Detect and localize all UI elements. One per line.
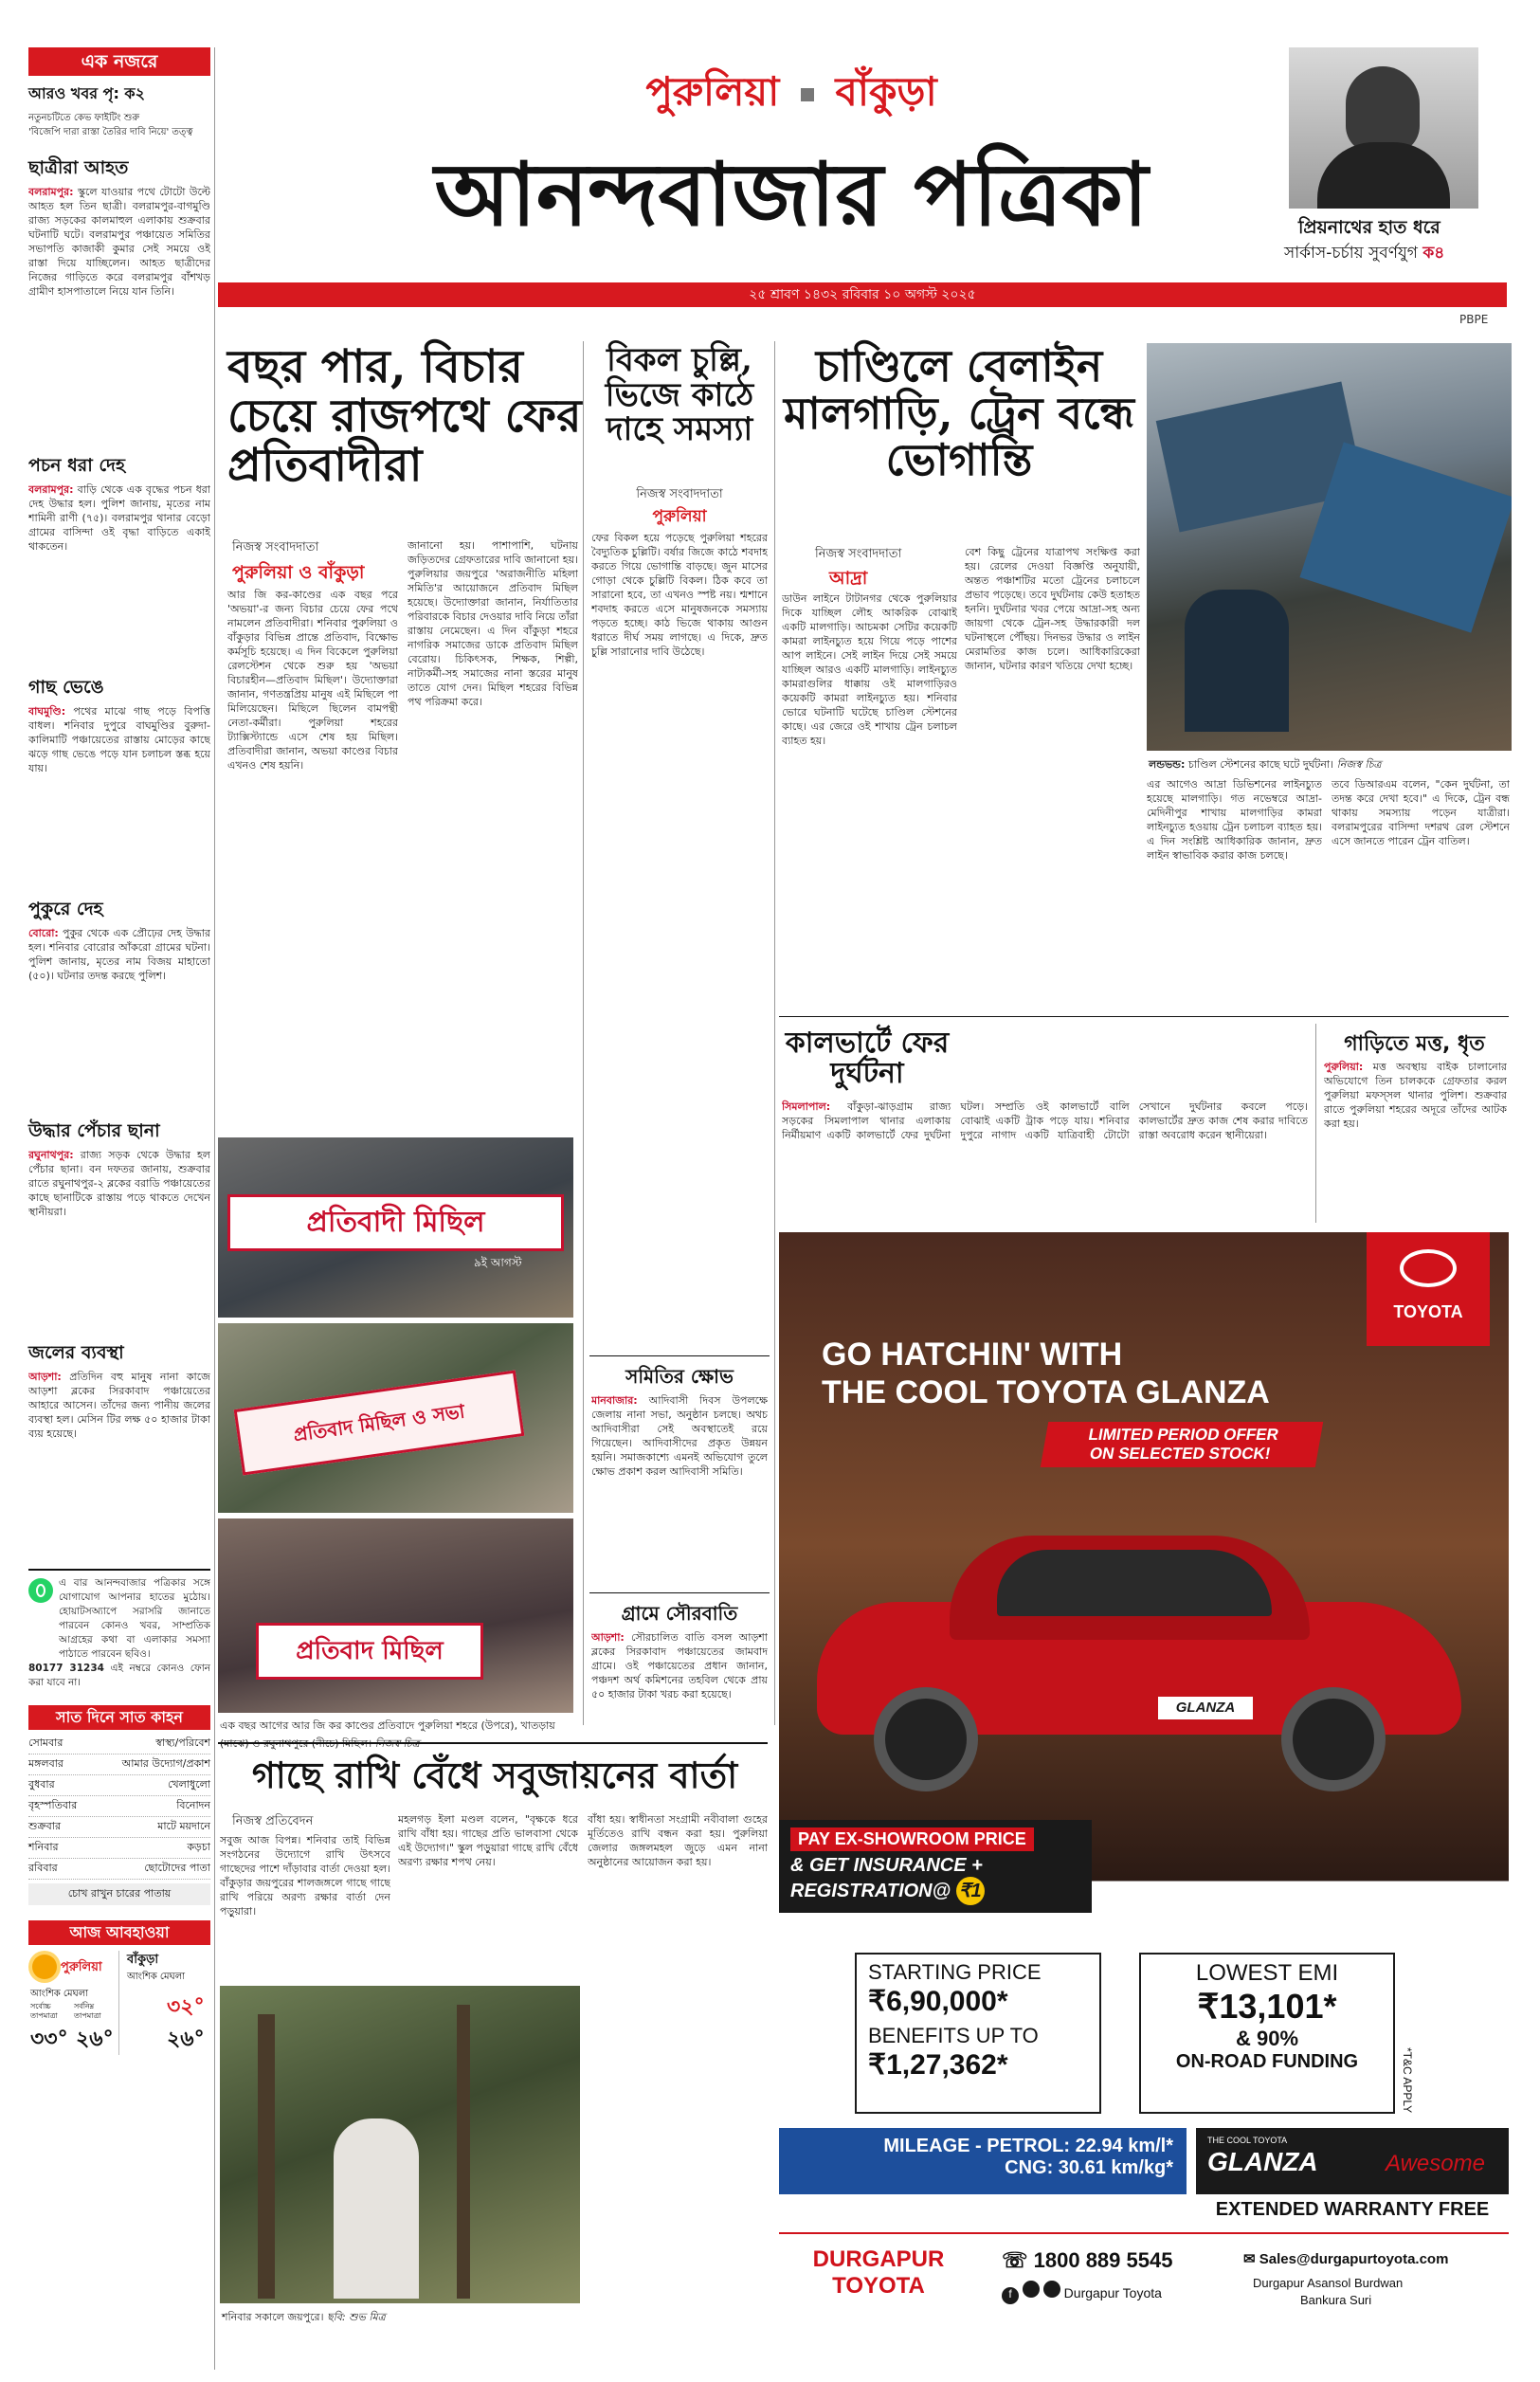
week-topic: বিনোদন [176, 1799, 210, 1811]
protest-photo-top[interactable] [218, 1137, 573, 1318]
story3-place: আদ্রা [829, 568, 868, 589]
sidebar-item-head: পুকুরে দেহ [28, 899, 103, 919]
edition-label [569, 61, 1014, 128]
protest-banner: প্রতিবাদ মিছিল [256, 1623, 483, 1680]
sidebar-more[interactable]: আরও খবর পৃ: ক২ [28, 84, 146, 102]
week-day: রবিবার [28, 1862, 58, 1874]
story3-col1: ডাউন লাইনে টাটানগর থেকে পুরুলিয়ার দিকে যাচ্ছিল লৌহ আকরিক বোঝাই একটি মালগাড়ি। আচমকা সেটির কয়েকটি কামরা লাইনচ্যুত হয়ে গিয়ে পড়ে পাশের আপ লাইনে। সেই লাইন দিয়ে সেই সময়ে যাচ্ছিল আরও একটি মালগাড়ি। লাইনচ্যুত কামরাগুলির ধাক্কায় ওই মালগাড়িরও কয়েকটি কামরা লাইনচ্যুত হয়। শনিবার ভোরে ঘটনাটি ঘটেছে চাণ্ডিল স্টেশনের কাছে। এর জেরে ওই শাখায় ট্রেন চলাচল ব্যাহত হয়। [782, 592, 957, 747]
ad-social[interactable] [1002, 2281, 1162, 2304]
sidebar-item-text: বাড়ি থেকে এক বৃদ্ধের পচন ধরা দেহ উদ্ধার হল। পুলিশ জানায়, মৃতের নাম শামিনী রাণী (৭৫)। বলরামপুর থানার বেড়ো গ্রামের বাসিন্দা ওই বৃদ্ধা বাড়িতে একাই থাকতেন। [28, 483, 210, 553]
toyota-brand: TOYOTA [1393, 1302, 1463, 1321]
story5-place: পুরুলিয়া: [1324, 1061, 1364, 1073]
derailment-caption-place: লন্ডভন্ড: [1149, 758, 1186, 771]
sidebar-item-place: বোরো: [28, 927, 59, 939]
week-title: সাত দিনে সাত কাহন [28, 1705, 210, 1730]
story2-sub-body: আদিবাসী দিবস উপলক্ষে জেলায় নানা সভা, অনুষ্ঠান চলছে। অথচ আদিবাসীরা সেই অবস্থাতেই রয়ে গিয়েছেন। আদিবাসীদের প্রকৃত উন্নয়ন হয়নি। সমাজকাশ্যে এমনই অভিযোগ তুলে ক্ষোভ প্রকাশ করল আদিবাসী সমিতি। [591, 1394, 768, 1478]
ad-benefit-value: ₹1,27,362* [868, 2049, 1008, 2081]
sidebar-item-head: পচন ধরা দেহ [28, 455, 126, 476]
ad-offer-1: LIMITED PERIOD OFFER [1087, 1426, 1280, 1444]
story2-sub2-body: সৌরচালিত বাতি বসল আড়শা ব্লকের সিরকাবাদ পঞ্চায়েতের জামবাদ গ্রামে। ওই পঞ্চায়েতের প্রধান জানান, পঞ্চদশ অর্থ কমিশনের তহবিল থেকে প্রায় ৫০ হাজার টাকা খরচ করা হয়েছে। [591, 1631, 768, 1700]
edition-purulia: পুরুলিয়া [645, 68, 780, 115]
whatsapp-text: এ বার আনন্দবাজার পত্রিকার সঙ্গে যোগাযোগ আপনার হাতের মুঠোয়। হোয়াটসঅ্যাপে সরাসরি জানাতে পারবেন কোনও খবর, সাম্প্রতিক আগ্রহের কথা বা এলাকার সমস্যা পাঠাতে পারবেন ছবিও। [59, 1577, 210, 1660]
min-label: সর্বনিম্ন তাপমাত্রা [74, 2002, 101, 2020]
sidebar-item-text: রাজ্য সড়ক থেকে উদ্ধার হল পেঁচার ছানা। বন দফতর জানায়, শুক্রবার রাতে রঘুনাথপুর-২ ব্লকের বরাডি পঞ্চায়েতের কাছে ছানাটিকে রাস্তায় পড়ে থাকতে দেখেন স্থানীয়রা। [28, 1149, 210, 1218]
protest-banner-date: ৯ই আগস্ট [474, 1256, 522, 1269]
week-day: বৃহস্পতিবার [28, 1799, 78, 1811]
week-day: মঙ্গলবার [28, 1757, 63, 1770]
weather-title: আজ আবহাওয়া [28, 1920, 210, 1945]
ad-start-value: ₹6,90,000* [868, 1986, 1008, 2017]
ad-email-address: Sales@durgapurtoyota.com [1259, 2251, 1449, 2267]
ad-emi-label: LOWEST EMI [1195, 1960, 1339, 1986]
story3-col3: এর আগেও আদ্রা ডিভিশনের লাইনচ্যুত হয়েছে মালগাড়ি। গত নভেম্বরে আদ্রা-মেদিনীপুর শাখায় মালগাড়ির কামরা লাইনচ্যুত হওয়ায় ট্রেন চলাচল ব্যাহত হয়। এ দিন সংশ্লিষ্ট আধিকারিক জানান, দ্রুত লাইন স্বাভাবিক করার কাজ চলছে। [1147, 778, 1322, 862]
story3-col4: তবে ডিআরএম বলেন, "কেন দুর্ঘটনা, তা তদন্ত করে দেখা হবে।" এ দিকে, ট্রেন বন্ধ থাকায় সমস্যায় পড়েন যাত্রীরা। বলরামপুরের বাসিন্দা দশরথ রেল স্টেশনে এসে জানতে পারেন ট্রেন বাতিল। [1332, 778, 1510, 847]
max-label: সর্বোচ্চ তাপমাত্রা [30, 2002, 58, 2020]
ad-pay-1: PAY EX-SHOWROOM PRICE [790, 1827, 1034, 1851]
phone-icon: ☏ [1002, 2248, 1028, 2272]
toyota-logo-box [1367, 1232, 1490, 1346]
wheel-icon [1281, 1687, 1386, 1791]
dateline: ২৫ শ্রাবণ ১৪৩২ রবিবার ১০ অগস্ট ২০২৫ [749, 287, 976, 302]
whatsapp-tail: এই নম্বরে কোনও ফোন করা যাবে না। [28, 1663, 210, 1688]
toyota-logo-icon [1400, 1249, 1457, 1287]
derailment-caption [1149, 756, 1513, 774]
ad-warranty: EXTENDED WARRANTY FREE [1215, 2199, 1490, 2220]
weather-max-1: ৩৩° [30, 2027, 68, 2051]
story6-text3: বাঁধা হয়। স্বাধীনতা সংগ্রামী নবীবালা গুহের মূর্তিতেও রাখি বন্ধন করা হয়। পুরুলিয়া জেলার জঙ্গলমহল জুড়ে এমন নানা অনুষ্ঠানের আয়োজন করা হয়। [588, 1813, 768, 1868]
story2-headline[interactable]: বিকল চুল্লি, ভিজে কাঠে দাহে সমস্যা [605, 341, 754, 449]
protest-banner: প্রতিবাদ মিছিল ও সভা [234, 1370, 525, 1475]
story2-text: ফের বিকল হয়ে পড়েছে পুরুলিয়া শহরের বৈদ্যুতিক চুল্লিটি। বর্ষার জিজে কাঠে শবদাহ করতে গিয়ে ভোগান্তি বাড়ছে। জুন মাসের গোড়া থেকে চুল্লিটি বিকল। ঠিক কবে তা সারানো হবে, তা এখনও স্পষ্ট নয়। শ্মশানে শবদাহ করতে এসে মানুষজনকে সমস্যায় পড়তে হচ্ছে। কাঠ ভিজে থাকায় আগুন ধরাতে দীর্ঘ সময় লাগছে। এ দিকে, দ্রুত চুল্লি সারানোর দাবি উঠেছে। [591, 532, 768, 658]
portrait-icon [1346, 66, 1420, 154]
story4-text [782, 1100, 1308, 1223]
whatsapp-number: 80177 31234 [28, 1663, 104, 1674]
whatsapp-box[interactable] [28, 1569, 210, 1690]
week-list [28, 1734, 210, 1880]
story1-col2: জানানো হয়। পাশাপাশি, ঘটনায় জড়িতদের গ্রেফতারের দাবি জানানো হয়। পুরুলিয়ার জয়পুরে 'অরাজনীতি মহিলা সমিতি'র আয়োজনে প্রতিবাদ মিছিল হয়েছে। উদ্যোক্তারা জানান, নির্যাতিতার পরিবারকে বিচার দেওয়ার দাবি নিয়ে তাঁরা রাস্তায় নেমেছেন। এ দিন বাঁকুড়া শহরে নাগরিক সমাজের ডাকে প্রতিবাদ মিছিল বেরোয়। চিকিৎসক, শিক্ষক, শিল্পী, নাট্যকর্মী-সহ সমাজের নানা স্তরের মানুষ তাতে যোগ দেন। মিছিল শহরের বিভিন্ন পথ পরিক্রমা করে। [408, 539, 578, 708]
ad-phone[interactable] [1002, 2248, 1172, 2273]
rakhi-credit: ছবি: শুভ মিত্র [327, 2311, 386, 2323]
week-box [28, 1705, 210, 1905]
rakhi-caption [222, 2309, 582, 2327]
week-topic: কড়চা [187, 1841, 210, 1853]
ad-model: GLANZA [1207, 2147, 1318, 2176]
protest-banner: প্রতিবাদী মিছিল [227, 1194, 564, 1251]
ad-emi-sub2: ON-ROAD FUNDING [1175, 2051, 1359, 2072]
ad-mileage-1: MILEAGE - PETROL: 22.94 km/l* [883, 2136, 1173, 2156]
sidebar-item[interactable] [28, 1339, 210, 1559]
week-day: সোমবার [28, 1736, 63, 1749]
ad-dealer-1: DURGAPUR [812, 2246, 945, 2272]
sidebar [28, 47, 210, 2370]
photo-caption-text: এক বছর আগের আর জি কর কাণ্ডের প্রতিবাদে পুরুলিয়া শহরে (উপরে), খাতড়ায় [220, 1719, 555, 1732]
weather-sky-1: আংশিক মেঘলা [30, 1989, 89, 1999]
story6-text2: মহলগড় ইলা মণ্ডল বলেন, "বৃক্ষকে ধরে রাখি বাঁধা হয়। গাছের প্রতি ভালবাসা থেকে এই উদ্যোগ।" স্কুল পড়ুয়ারা গাছে রাখি বেঁধে অরণ্য রক্ষার শপথ নেয়। [398, 1813, 578, 1868]
ad-pay-2: & GET INSURANCE + [790, 1855, 983, 1876]
ad-tc: *T&C APPLY [1401, 2047, 1414, 2114]
week-topic: ছোটোদের পাতা [144, 1862, 210, 1874]
story2-byline: নিজস্ব সংবাদদাতা [636, 487, 723, 501]
story5-headline[interactable]: গাড়িতে মত্ত, ধৃত [1344, 1032, 1485, 1056]
ad-dealer-2: TOYOTA [832, 2273, 925, 2299]
ad-price-box [855, 1953, 1101, 2114]
car-plate: GLANZA [1158, 1697, 1253, 1719]
story2-sub2-place: আড়শা: [591, 1631, 625, 1644]
weather-min-1: ২৬° [76, 2027, 114, 2051]
globe-icon [1043, 2281, 1060, 2298]
week-row [28, 1796, 210, 1817]
week-note: চোখ রাখুন চারের পাতায় [28, 1883, 210, 1905]
sidebar-item-text: পথের মাঝে গাছ পড়ে বিপত্তি বাধল। শনিবার দুপুরে বাঘমুণ্ডির বুরুদা-কালিমাটি পঞ্চায়েতের রাস্তায় মোড়ের কাছে ঝড়ে গাছ ভেঙে পড়ে যান চলাচল স্তব্ধ হয়ে যায়। [28, 705, 210, 774]
sidebar-item-text: প্রতিদিন বহু মানুষ নানা কাজে আড়শা ব্লকের সিরকাবাদ পঞ্চায়েতের আহারে আসেন। তাঁদের জন্য পানীয় জলের ব্যবস্থা হল। মেসিন টির লক্ষ ৫০ হাজার টাকা ব্যয় হয়েছে। [28, 1371, 210, 1440]
col-divider-2 [774, 341, 775, 1725]
derailment-caption-text: চাণ্ডিল স্টেশনের কাছে ঘটে দুর্ঘটনা। [1187, 758, 1334, 771]
ad-pay-box [779, 1820, 1092, 1913]
weather-max-2: ৩২° [167, 1995, 205, 2019]
ad-model-small: THE COOL TOYOTA [1207, 2136, 1288, 2145]
sidebar-item-place: আড়শা: [28, 1371, 62, 1383]
weather-min-2: ২৬° [167, 2027, 205, 2051]
ad-locations-2: Bankura Suri [1300, 2293, 1372, 2307]
sidebar-item-text: স্কুলে যাওয়ার পথে টোটো উল্টে আহত হল তিন ছাত্রী। বলরামপুর-বাগমুণ্ডি রাজ্য সড়কের কালমাহুল এলাকায় শুক্রবার ঘটনাটি ঘটে। বলরামপুর পঞ্চায়েত সমিতির সভাপতি কাজাকী কুমার সেই সময়ে ওই রাস্তা দিয়ে যাচ্ছিলেন। আহত ছাত্রীদের নিজের গাড়িতে করে বলরামপুর বাঁশখড় গ্রামীণ হাসপাতালে নিয়ে যান তিনি। [28, 186, 210, 298]
sidebar-item-head: গাছ ভেঙে [28, 677, 104, 698]
ad-locations [1253, 2275, 1403, 2309]
car-image [817, 1517, 1461, 1801]
promo-photo[interactable] [1289, 47, 1478, 209]
week-day: বুধবার [28, 1778, 55, 1791]
sidebar-item-place: বাঘমুণ্ডি: [28, 705, 66, 718]
story4-headline[interactable]: কালভার্টে ফের দুর্ঘটনা [785, 1027, 950, 1091]
page-code: PBPE [1459, 313, 1489, 326]
ad-tagline: Awesome [1386, 2151, 1485, 2176]
story1-byline: নিজস্ব সংবাদদাতা [232, 540, 319, 555]
promo-line2[interactable] [1284, 241, 1512, 267]
ad-headline-2: THE COOL TOYOTA GLANZA [822, 1374, 1270, 1410]
story5-text [1324, 1060, 1507, 1221]
week-row [28, 1775, 210, 1796]
sun-icon [32, 1955, 57, 1979]
weather-sky-2: আংশিক মেঘলা [127, 1972, 186, 1982]
sidebar-item-place: বলরামপুর: [28, 186, 74, 198]
sidebar-title: এক নজরে [28, 47, 210, 76]
week-day: শুক্রবার [28, 1820, 62, 1832]
rakhi-photo[interactable] [220, 1986, 580, 2303]
wheel-icon [874, 1687, 978, 1791]
ad-phone-number: 1800 889 5545 [1033, 2248, 1173, 2272]
whatsapp-icon [28, 1578, 53, 1603]
ad-email[interactable] [1243, 2250, 1448, 2267]
week-topic: আমার উদ্যোগ/প্রকাশ [121, 1757, 210, 1770]
promo-line2-text: সার্কাস-চর্চায় সুবর্ণযুগ [1284, 244, 1418, 263]
sidebar-divider [214, 47, 215, 2370]
masthead-title: আনন্দবাজার পত্রিকা [434, 143, 1149, 245]
ad-social-handle: Durgapur Toyota [1063, 2285, 1162, 2300]
sidebar-item[interactable] [28, 896, 210, 1106]
ad-benefit-label: BENEFITS UP TO [868, 2024, 1039, 2047]
sidebar-item-head: ছাত্রীরা আহত [28, 157, 129, 178]
edition-bankura: বাঁকুড়া [835, 68, 937, 115]
story3-col2: বেশ কিছু ট্রেনের যাত্রাপথ সংক্ষিপ্ত করা হয়। রেলের দেওয়া বিজ্ঞপ্তি অনুযায়ী, অন্তত পঞ্চাশটির মতো ট্রেনের চলাচলে প্রভাব পড়েছে। তবে দুর্ঘটনায় কেউ হতাহত হননি। দুর্ঘটনার খবর পেয়ে আদ্রা-সহ অন্য জায়গা থেকে ট্রেন-সহ উদ্ধারকারী দল ঘটনাস্থলে পৌঁছয়। দিনভর উদ্ধার ও লাইন মেরামতির কাজ চলে। আধিকারিকেরা জানান, ঘটনার কারণ খতিয়ে দেখা হচ্ছে। [965, 546, 1140, 672]
sidebar-bullet-2[interactable]: 'বিজেপি দারা রাস্তা তৈরির দাবি নিয়ে' তত্ত্ব [28, 127, 193, 137]
story2-sub2-text [591, 1630, 768, 1725]
sidebar-bullet-1[interactable]: নতুনচটিতে কেভ ফাইটিং শুরু [28, 113, 140, 123]
col-divider-1 [583, 341, 584, 1725]
story1-headline[interactable]: বছর পার, বিচার চেয়ে রাজপথে ফের প্রতিবাদীরা [227, 340, 582, 492]
dateline-bar [218, 282, 1507, 307]
story1-col1: আর জি কর-কাণ্ডের এক বছর পরে 'অভয়া'-র জন্য বিচার চেয়ে ফের পথে নামলেন প্রতিবাদীরা। শনিবার পুরুলিয়া ও বাঁকুড়ার বিভিন্ন প্রান্তে প্রতিবাদ, বিক্ষোভ কর্মসূচি হয়েছে। এ দিন বিকেলে পুরুলিয়া রেলস্টেশন থেকে শুরু হয় 'অভয়া বিচারহীন—প্রতিবাদ মিছিল'। উদ্যোক্তারা জানান, গণতন্ত্রপ্রিয় মানুষ এই মিছিলে পা মিলিয়েছেন। মিছিলে ছিলেন বামপন্থী নেতা-কর্মীরা। পুরুলিয়া শহরের ট্যাক্সিস্ট্যান্ডে এসে শেষ হয় মিছিল। প্রতিবাদীরা জানান, অভয়া কাণ্ডের বিচার এখনও শেষ হয়নি। [227, 589, 398, 772]
sidebar-item-place: রঘুনাথপুর: [28, 1149, 74, 1161]
week-topic: মাটে ময়দানে [157, 1820, 210, 1832]
protest-photo-middle[interactable] [218, 1323, 573, 1513]
derailment-photo[interactable] [1147, 343, 1512, 751]
weather-place-2: বাঁকুড়া [127, 1953, 159, 1967]
promo-line1[interactable]: প্রিয়নাথের হাত ধরে [1298, 217, 1440, 238]
derailment-credit: নিজস্ব চিত্র [1336, 758, 1382, 771]
sidebar-item-head: জলের ব্যবস্থা [28, 1342, 124, 1363]
toyota-ad[interactable] [779, 1232, 1509, 2351]
story2-sub-place: মানবাজার: [591, 1394, 638, 1407]
week-topic: স্বাস্থ্য/পরিবেশ [155, 1736, 210, 1749]
facebook-icon: f [1002, 2287, 1019, 2304]
story2-place: পুরুলিয়া [652, 507, 707, 526]
instagram-icon [1023, 2281, 1040, 2298]
story5-body: মত্ত অবস্থায় বাইক চালানোর অভিযোগে তিন চালককে গ্রেফতার করল পুরুলিয়া মফস্সল থানার পুলিশ। শুক্রবার রাতে পুরুলিয়া শহরের অদূরে তাঁদের আটক করা হয়। [1324, 1061, 1507, 1130]
ad-pay-3: REGISTRATION@ [790, 1881, 951, 1901]
story3-headline[interactable]: চাণ্ডিলে বেলাইন মালগাড়ি, ট্রেন বন্ধে ভোগান্তি [784, 340, 1134, 486]
story6-text1: সবুজ আজ বিপন্ন। শনিবার তাই বিভিন্ন সংগঠনের উদ্যোগে রাখি উৎসবে গাছেদের পাশে দাঁড়াবার বার্তা দেওয়া হল। বাঁকুড়ার জয়পুরের শালজঙ্গলে গাছে গাছে রাখি পরিয়ে অরণ্য রক্ষার বার্তা দেন পড়ুয়ারা। [220, 1834, 390, 1918]
ad-emi-value: ₹13,101* [1197, 1987, 1337, 2026]
story4-body: বাঁকুড়া-ঝাড়গ্রাম রাজ্য সড়কের সিমলাপাল থানার এলাকায় নির্মীয়মাণ একটি কালভার্টে ফের দুর্ঘটনা ঘটল। সম্প্রতি ওই কালভার্টে বালি বোঝাই একটি ট্রাক পড়ে যায়। শনিবার দুপুরে নাগাদ একটি যাত্রিবাহী টোটো সেখানে দুর্ঘটনার কবলে পড়ে। কালভার্টের দ্রুত কাজ শেষ করার দাবিতে রাস্তা অবরোধ করেন স্থানীয়েরা। [782, 1100, 1308, 1141]
promo-page: ক৪ [1422, 244, 1445, 263]
story6-headline[interactable]: গাছে রাখি বেঁধে সবুজায়নের বার্তা [251, 1754, 738, 1796]
ad-model-box [1196, 2128, 1509, 2194]
ad-emi-box [1139, 1953, 1395, 2114]
ad-mileage-2: CNG: 30.61 km/kg* [1005, 2157, 1173, 2178]
week-row [28, 1734, 210, 1755]
protest-photo-bottom[interactable] [218, 1518, 573, 1713]
story2-sub-text [591, 1393, 768, 1583]
rakhi-caption-text: শনিবার সকালে জয়পুরে। [222, 2311, 324, 2323]
week-day: শনিবার [28, 1841, 59, 1853]
photo-caption [220, 1718, 575, 1754]
ad-offer [1041, 1422, 1323, 1467]
week-row [28, 1817, 210, 1838]
story2-sub-head[interactable]: সমিতির ক্ষোভ [625, 1365, 734, 1388]
weather-box [28, 1920, 210, 2055]
week-row [28, 1755, 210, 1775]
sidebar-item[interactable] [28, 155, 210, 441]
sidebar-item-place: বলরামপুর: [28, 483, 74, 496]
weather-place-1: পুরুলিয়া [61, 1960, 102, 1974]
week-row [28, 1859, 210, 1880]
ad-emi-sub: & 90% [1235, 2027, 1299, 2050]
sidebar-item[interactable] [28, 452, 210, 663]
ad-headline-1: GO HATCHIN' WITH [822, 1336, 1123, 1373]
week-topic: খেলাধুলো [167, 1778, 210, 1791]
sidebar-item-head: উদ্ধার পেঁচার ছানা [28, 1120, 160, 1141]
ad-locations-1: Durgapur Asansol Burdwan [1253, 2276, 1404, 2290]
sidebar-item[interactable] [28, 1118, 210, 1328]
ad-start-label: STARTING PRICE [868, 1960, 1042, 1984]
mail-icon: ✉ [1243, 2251, 1256, 2267]
sidebar-item-text: পুকুর থেকে এক প্রৌঢ়ের দেহ উদ্ধার হল। শনিবার বোরোর আঁকরো গ্রামের ঘটনা। পুলিশ জানায়, মৃতের নাম বিজয় মাহাতো (৫০)। ঘটনার তদন্ত করছে পুলিশ। [28, 927, 210, 982]
story1-place: পুরুলিয়া ও বাঁকুড়া [232, 562, 365, 583]
story3-byline: নিজস্ব সংবাদদাতা [815, 547, 902, 561]
sidebar-item[interactable] [28, 674, 210, 884]
story2-sub2-head[interactable]: গ্রামে সৌরবাতি [621, 1602, 738, 1625]
ad-mileage-bar [779, 2128, 1187, 2194]
ad-dealer [793, 2246, 964, 2300]
ad-pay-3-value: ₹1 [956, 1877, 985, 1905]
story6-byline: নিজস্ব প্রতিবেদন [232, 1814, 314, 1828]
story4-place: সিমলাপাল: [782, 1100, 831, 1113]
week-row [28, 1838, 210, 1859]
ad-offer-2: ON SELECTED STOCK! [1088, 1445, 1273, 1463]
